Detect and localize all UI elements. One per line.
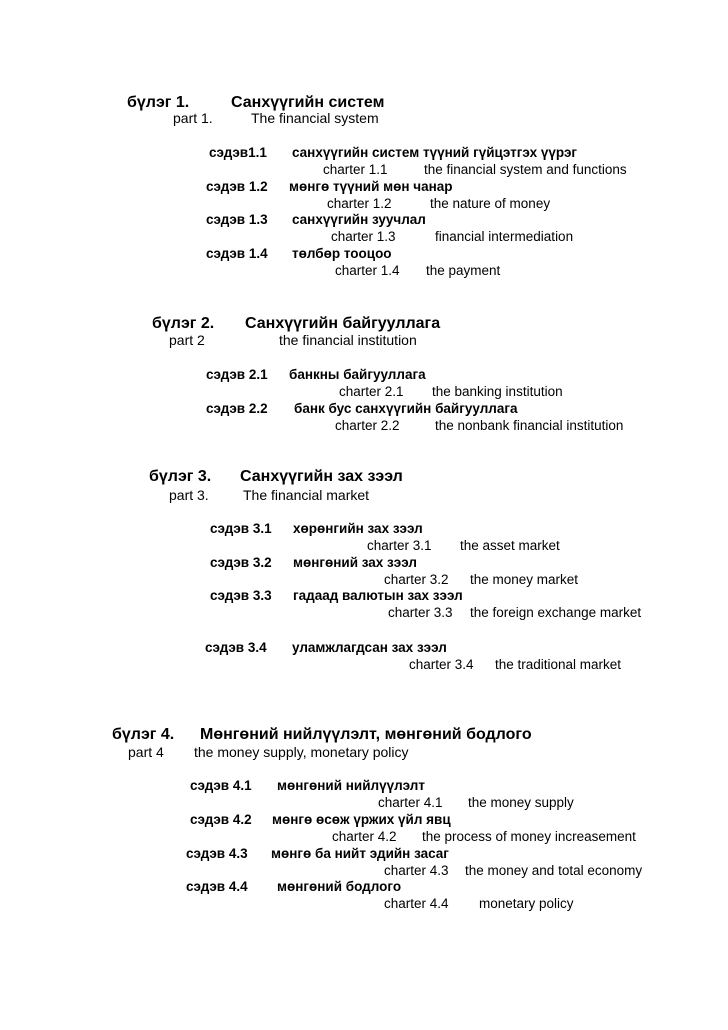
- charter-num: charter 4.1: [378, 795, 443, 810]
- charter-num: charter 1.3: [331, 229, 396, 244]
- part-3-title: Санхүүгийн зах зээл: [240, 468, 403, 485]
- section-title: төлбөр тооцоо: [292, 246, 392, 261]
- charter-num: charter 3.3: [388, 605, 453, 620]
- part-3-en-label: part 3.: [169, 487, 209, 503]
- charter-title: the nonbank financial institution: [435, 418, 624, 433]
- charter-title: the foreign exchange market: [470, 605, 642, 620]
- section-title: банк бус санхүүгийн байгууллага: [294, 401, 518, 416]
- part-4-title: Мөнгөний нийлүүлэлт, мөнгөний бодлого: [200, 726, 532, 743]
- section-num: сэдэв 2.1: [206, 367, 268, 382]
- part-4-label: бүлэг 4.: [112, 726, 175, 743]
- charter-title: the financial system and functions: [424, 162, 627, 177]
- charter-title: the money and total economy: [465, 863, 643, 878]
- section-title: мөнгөний нийлүүлэлт: [277, 778, 425, 793]
- section-num: сэдэв 4.4: [186, 879, 248, 894]
- section-num: сэдэв 1.2: [206, 179, 268, 194]
- section-title: гадаад валютын зах зээл: [293, 588, 463, 603]
- section-title: мөнгө ба нийт эдийн засаг: [271, 846, 449, 861]
- section-title: мөнгөний бодлого: [277, 879, 402, 894]
- section-num: сэдэв1.1: [209, 145, 267, 160]
- charter-num: charter 3.4: [409, 657, 474, 672]
- charter-title: monetary policy: [479, 896, 574, 911]
- section-num: сэдэв 3.3: [210, 588, 272, 603]
- charter-title: the nature of money: [430, 196, 551, 211]
- charter-num: charter 3.1: [367, 538, 432, 553]
- section-num: сэдэв 3.1: [210, 521, 272, 536]
- section-num: сэдэв 1.3: [206, 212, 268, 227]
- part-1-title: Санхүүгийн систем: [231, 94, 385, 111]
- section-title: санхүүгийн зуучлал: [292, 212, 426, 227]
- part-2-en-title: the financial institution: [279, 332, 417, 348]
- charter-title: the traditional market: [495, 657, 622, 672]
- section-title: санхүүгийн систем түүний гүйцэтгэх үүрэг: [292, 145, 578, 160]
- charter-num: charter 2.2: [335, 418, 400, 433]
- section-num: сэдэв 3.4: [205, 640, 267, 655]
- part-2-label: бүлэг 2.: [152, 315, 215, 332]
- part-1-en-title: The financial system: [251, 110, 379, 126]
- charter-num: charter 1.1: [323, 162, 388, 177]
- charter-num: charter 4.4: [384, 896, 449, 911]
- section-num: сэдэв 4.2: [190, 812, 252, 827]
- part-3-en-title: The financial market: [243, 487, 370, 503]
- charter-num: charter 1.4: [335, 263, 400, 278]
- section-title: банкны байгууллага: [289, 367, 426, 382]
- section-title: хөрөнгийн зах зээл: [293, 521, 423, 536]
- part-2-en-label: part 2: [169, 332, 205, 348]
- part-2-title: Санхүүгийн байгууллага: [245, 315, 441, 332]
- part-1-label: бүлэг 1.: [127, 94, 190, 111]
- charter-num: charter 1.2: [327, 196, 392, 211]
- part-3-label: бүлэг 3.: [149, 468, 212, 485]
- section-num: сэдэв 1.4: [206, 246, 268, 261]
- section-num: сэдэв 4.1: [190, 778, 252, 793]
- charter-title: the money supply: [468, 795, 574, 810]
- charter-title: the process of money increasement: [422, 829, 636, 844]
- charter-num: charter 4.3: [384, 863, 449, 878]
- charter-num: charter 4.2: [332, 829, 397, 844]
- charter-title: the asset market: [460, 538, 560, 553]
- part-1-en-label: part 1.: [173, 110, 213, 126]
- charter-num: charter 3.2: [384, 572, 449, 587]
- section-title: мөнгө түүний мөн чанар: [289, 179, 453, 194]
- section-title: мөнгөний зах зээл: [293, 555, 417, 570]
- section-num: сэдэв 2.2: [206, 401, 268, 416]
- section-title: уламжлагдсан зах зээл: [292, 640, 447, 655]
- charter-title: the payment: [426, 263, 501, 278]
- section-title: мөнгө өсөж үржих үйл явц: [272, 812, 451, 827]
- charter-title: the money market: [470, 572, 579, 587]
- section-num: сэдэв 4.3: [186, 846, 248, 861]
- charter-num: charter 2.1: [339, 384, 404, 399]
- charter-title: the banking institution: [432, 384, 563, 399]
- charter-title: financial intermediation: [435, 229, 574, 244]
- part-4-en-title: the money supply, monetary policy: [194, 744, 409, 760]
- section-num: сэдэв 3.2: [210, 555, 272, 570]
- part-4-en-label: part 4: [128, 744, 164, 760]
